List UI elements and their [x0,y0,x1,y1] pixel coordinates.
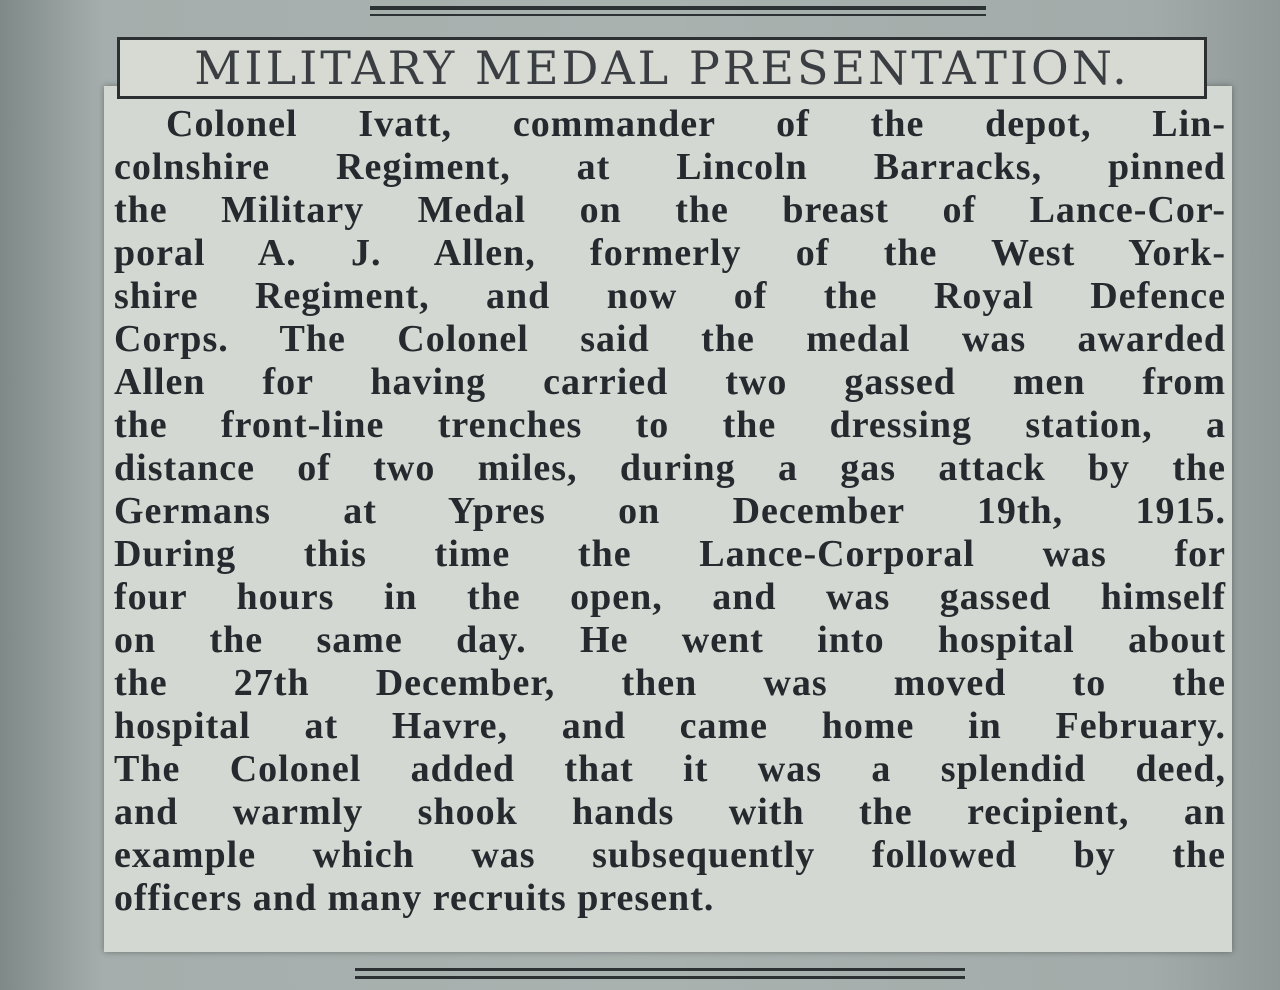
article-line: on the same day. He went into hospital about [114,619,1226,661]
article-line: Corps. The Colonel said the medal was awarded [114,318,1226,360]
article-line: four hours in the open, and was gassed himself [114,576,1226,618]
top-rule-thin [370,14,986,16]
article-body [114,96,1226,956]
headline-box [117,37,1207,99]
bottom-rule-second [355,976,965,979]
article-line: the Military Medal on the breast of Lance-Cor- [114,189,1226,231]
article-line: Colonel Ivatt, commander of the depot, Lin- [166,103,1226,145]
article-line: Allen for having carried two gassed men from [114,361,1226,403]
article-line: Germans at Ypres on December 19th, 1915. [114,490,1226,532]
article-line: the front-line trenches to the dressing station, a [114,404,1226,446]
bottom-rule [355,968,965,971]
article-line: shire Regiment, and now of the Royal Defence [114,275,1226,317]
article-line: colnshire Regiment, at Lincoln Barracks, pinned [114,146,1226,188]
article-line: example which was subsequently followed by the [114,834,1226,876]
article-line: The Colonel added that it was a splendid deed, [114,748,1226,790]
article-line: hospital at Havre, and came home in February. [114,705,1226,747]
top-rule [370,6,986,10]
article-line: officers and many recruits present. [114,877,715,919]
article-line: and warmly shook hands with the recipient, an [114,791,1226,833]
article-line: poral A. J. Allen, formerly of the West York- [114,232,1226,274]
article-line: distance of two miles, during a gas attack by the [114,447,1226,489]
article-line: the 27th December, then was moved to the [114,662,1226,704]
headline-text: MILITARY MEDAL PRESENTATION. [194,41,1130,95]
article-line: During this time the Lance-Corporal was for [114,533,1226,575]
